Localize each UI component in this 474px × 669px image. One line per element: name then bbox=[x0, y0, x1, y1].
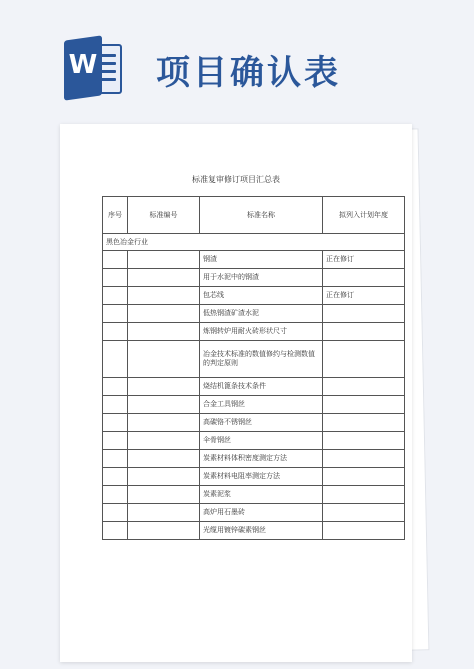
table-row bbox=[103, 341, 405, 378]
cell-index bbox=[103, 432, 128, 450]
section-label: 黑色冶金行业 bbox=[103, 234, 405, 251]
cell-standard-name: 冶金技术标准的数值修约与检测数值的判定原则 bbox=[200, 341, 323, 378]
cell-index bbox=[103, 341, 128, 378]
cell-standard-number bbox=[128, 305, 200, 323]
table-row bbox=[103, 396, 405, 414]
cell-plan-year bbox=[323, 522, 405, 540]
word-letter-icon: W bbox=[68, 50, 98, 80]
cell-standard-name: 钢渣 bbox=[200, 251, 323, 269]
cell-index bbox=[103, 378, 128, 396]
table-row bbox=[103, 287, 405, 305]
cell-plan-year bbox=[323, 504, 405, 522]
cell-plan-year: 正在修订 bbox=[323, 287, 405, 305]
cell-standard-number bbox=[128, 323, 200, 341]
table-row bbox=[103, 378, 405, 396]
banner bbox=[0, 0, 474, 120]
cell-standard-name: 炼钢转炉用耐火砖形状尺寸 bbox=[200, 323, 323, 341]
cell-plan-year bbox=[323, 396, 405, 414]
cell-index bbox=[103, 504, 128, 522]
cell-standard-name: 包芯线 bbox=[200, 287, 323, 305]
cell-standard-number bbox=[128, 251, 200, 269]
cell-plan-year: 正在修订 bbox=[323, 251, 405, 269]
cell-plan-year bbox=[323, 323, 405, 341]
cell-standard-number bbox=[128, 269, 200, 287]
table-row bbox=[103, 323, 405, 341]
cell-standard-name: 合金工具钢丝 bbox=[200, 396, 323, 414]
cell-plan-year bbox=[323, 269, 405, 287]
cell-standard-number bbox=[128, 378, 200, 396]
document-title: 标准复审修订项目汇总表 bbox=[192, 175, 280, 184]
cell-index bbox=[103, 486, 128, 504]
cell-index bbox=[103, 396, 128, 414]
column-header: 序号 bbox=[103, 197, 128, 234]
table-row bbox=[103, 450, 405, 468]
table-row bbox=[103, 486, 405, 504]
cell-standard-name: 光缆用镀锌碳素钢丝 bbox=[200, 522, 323, 540]
word-icon bbox=[64, 38, 126, 98]
cell-index bbox=[103, 251, 128, 269]
cell-standard-name: 低热钢渣矿渣水泥 bbox=[200, 305, 323, 323]
cell-plan-year bbox=[323, 450, 405, 468]
cell-standard-number bbox=[128, 432, 200, 450]
cell-standard-number bbox=[128, 486, 200, 504]
document-page bbox=[60, 124, 412, 662]
cell-index bbox=[103, 522, 128, 540]
cell-standard-name: 用于水泥中的钢渣 bbox=[200, 269, 323, 287]
cell-standard-name: 伞骨钢丝 bbox=[200, 432, 323, 450]
cell-standard-number bbox=[128, 468, 200, 486]
table-body bbox=[103, 234, 405, 540]
table-row bbox=[103, 504, 405, 522]
banner-title: 项目确认表 bbox=[156, 53, 341, 93]
cell-index bbox=[103, 450, 128, 468]
cell-standard-number bbox=[128, 504, 200, 522]
cell-plan-year bbox=[323, 432, 405, 450]
table-row bbox=[103, 251, 405, 269]
cell-plan-year bbox=[323, 414, 405, 432]
cell-standard-number bbox=[128, 414, 200, 432]
column-header: 标准编号 bbox=[128, 197, 200, 234]
table-row bbox=[103, 468, 405, 486]
section-row bbox=[103, 234, 405, 251]
cell-standard-number bbox=[128, 341, 200, 378]
cell-standard-name: 高碳铬不锈钢丝 bbox=[200, 414, 323, 432]
cell-standard-number bbox=[128, 522, 200, 540]
cell-plan-year bbox=[323, 341, 405, 378]
cell-index bbox=[103, 468, 128, 486]
cell-standard-name: 炭素泥浆 bbox=[200, 486, 323, 504]
cell-standard-number bbox=[128, 450, 200, 468]
table-row bbox=[103, 522, 405, 540]
table-row bbox=[103, 269, 405, 287]
column-header: 拟列入计划年度 bbox=[323, 197, 405, 234]
table-row bbox=[103, 305, 405, 323]
cell-index bbox=[103, 323, 128, 341]
cell-standard-name: 高炉用石墨砖 bbox=[200, 504, 323, 522]
cell-plan-year bbox=[323, 486, 405, 504]
cell-standard-name: 炭素材料电阻率测定方法 bbox=[200, 468, 323, 486]
cell-standard-number bbox=[128, 396, 200, 414]
table-header-row bbox=[103, 197, 405, 234]
cell-index bbox=[103, 269, 128, 287]
cell-standard-name: 烧结机篦条技术条件 bbox=[200, 378, 323, 396]
table-row bbox=[103, 432, 405, 450]
cell-index bbox=[103, 414, 128, 432]
summary-table bbox=[102, 196, 405, 540]
cell-plan-year bbox=[323, 468, 405, 486]
table-row bbox=[103, 414, 405, 432]
column-header: 标准名称 bbox=[200, 197, 323, 234]
cell-plan-year bbox=[323, 305, 405, 323]
cell-standard-name: 炭素材料体积密度测定方法 bbox=[200, 450, 323, 468]
cell-index bbox=[103, 305, 128, 323]
cell-plan-year bbox=[323, 378, 405, 396]
cell-index bbox=[103, 287, 128, 305]
cell-standard-number bbox=[128, 287, 200, 305]
